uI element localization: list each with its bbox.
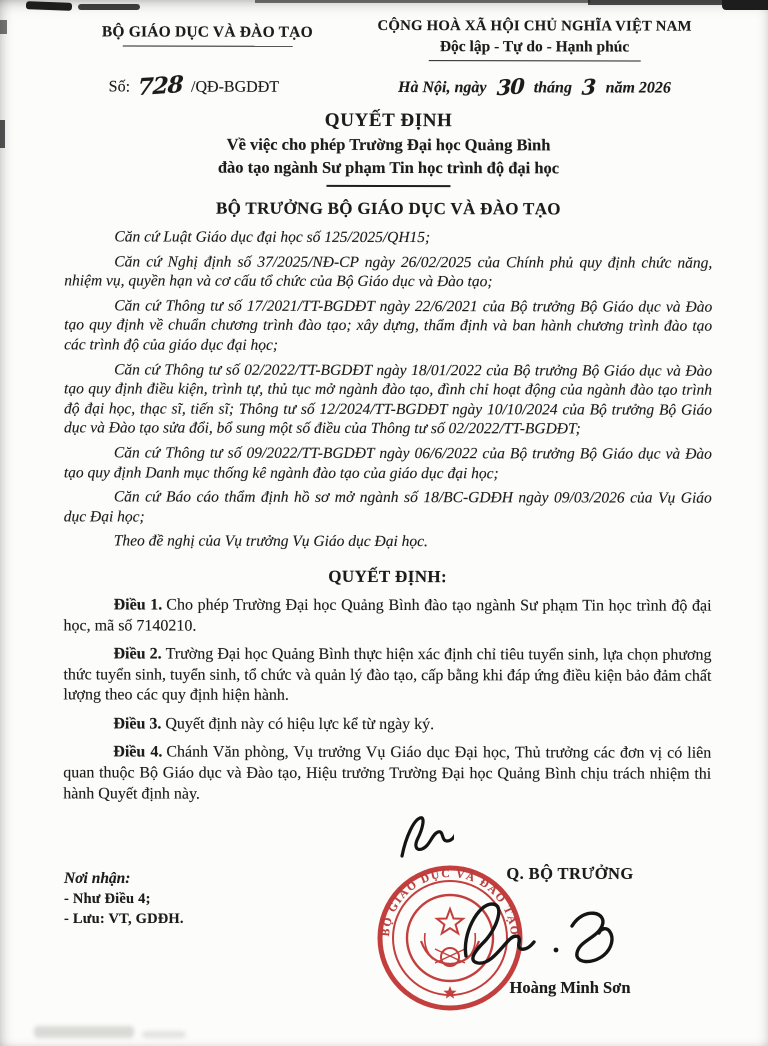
- motto-underline: [429, 60, 641, 61]
- org-underline: [122, 45, 292, 46]
- recipients-block: [64, 870, 184, 928]
- handwritten-signature: [452, 892, 622, 970]
- preamble-section: [64, 227, 713, 552]
- document-number: [65, 72, 350, 100]
- document-type-heading: QUYẾT ĐỊNH: [324, 109, 453, 132]
- scan-artifact: [255, 0, 590, 3]
- issuing-org-name: BỘ GIÁO DỤC VÀ ĐÀO TẠO: [101, 23, 313, 41]
- national-motto: Độc lập - Tự do - Hạnh phúc: [439, 38, 630, 56]
- national-title: CỘNG HOÀ XÃ HỘI CHỦ NGHĨA VIỆT NAM: [377, 17, 692, 35]
- article-text: Trường Đại học Quảng Bình thực hiện xác định chỉ tiêu tuyển sinh, lựa chọn phương thức tuyển sinh, tuyển sinh, tổ chức và quản lý đào tạo, cấp bằng khi đáp ứng điều kiện bảo đảm chất lượng theo các quy định hiện hành.: [63, 645, 712, 705]
- article-text: Quyết định này có hiệu lực kể từ ngày ký.: [165, 715, 435, 733]
- handwritten-month: 3: [581, 73, 597, 100]
- title-block: [64, 109, 712, 187]
- handwritten-day: 30: [496, 73, 525, 101]
- issuing-org-block: [65, 17, 350, 47]
- scan-artifact: [588, 0, 738, 5]
- document-header: [65, 17, 713, 61]
- seal-curved-text: BỘ GIÁO DỤC VÀ ĐÀO TẠO: [379, 867, 521, 937]
- article-label: Điều 1.: [113, 596, 163, 614]
- recipient-line: - Như Điều 4;: [64, 891, 151, 907]
- authority-heading: BỘ TRƯỞNG BỘ GIÁO DỤC VÀ ĐÀO TẠO: [216, 198, 561, 219]
- number-label: Số:: [108, 78, 131, 96]
- date-year: năm 2026: [605, 79, 671, 97]
- scan-artifact: [78, 4, 140, 10]
- article-paragraph-1: [64, 595, 712, 638]
- handwritten-initials-mark: [396, 812, 454, 860]
- article-text: Chánh Văn phòng, Vụ trưởng Vụ Giáo dục Đại học, Thủ trưởng các đơn vị có liên quan thuộc Bộ Giáo dục và Đào tạo, Hiệu trưởng Trường Đại học Quảng Bình chịu trách nhiệm thi hành Quyết định này.: [63, 744, 712, 803]
- article-label: Điều 2.: [113, 645, 162, 663]
- scan-smudge: [34, 1026, 134, 1038]
- recipient-line: - Lưu: VT, GDĐH.: [64, 911, 184, 927]
- number-suffix: /QĐ-BGDĐT: [191, 78, 280, 96]
- article-label: Điều 4.: [113, 743, 163, 761]
- article-paragraph-2: [63, 644, 711, 707]
- scan-artifact: [0, 120, 5, 148]
- preamble-paragraph: Căn cứ Thông tư số 17/2021/TT-BGDĐT ngày 22/6/2021 của Bộ trưởng Bộ Giáo dục và Đào tạo quy định về chuẩn chương trình đào tạo; xây dựng, thẩm định và ban hành chương trình đào tạo các trình độ của giáo dục đại học;: [64, 297, 713, 354]
- preamble-paragraph: Căn cứ Thông tư số 02/2022/TT-BGDĐT ngày 18/01/2022 của Bộ trưởng Bộ Giáo dục và Đào tạo quy định điều kiện, trình tự, thủ tục mở ngành đào tạo, đình chỉ hoạt động của ngành đào tạo trình độ đại học, thạc sĩ, tiến sĩ; Thông tư số 12/2024/TT-BGDĐT ngày 10/10/2024 của Bộ trưởng Bộ Giáo dục và Đào tạo sửa đổi, bổ sung một số điều của Thông tư số 02/2022/TT-BGDĐT;: [63, 360, 713, 438]
- preamble-paragraph: Căn cứ Luật Giáo dục đại học số 125/2025/QH15;: [114, 228, 431, 247]
- handwritten-number: 728: [137, 70, 184, 102]
- article-text: Cho phép Trường Đại học Quảng Bình đào tạo ngành Sư phạm Tin học trình độ đại học, mã số 7140210.: [63, 596, 712, 635]
- scan-artifact: [0, 20, 7, 34]
- scan-artifact: [722, 0, 768, 10]
- signer-title: Q. BỘ TRƯỞNG: [506, 864, 634, 883]
- preamble-paragraph: Theo đề nghị của Vụ trưởng Vụ Giáo dục Đại học.: [113, 532, 428, 551]
- article-paragraph-4: [63, 743, 711, 806]
- date-month-label: tháng: [533, 79, 572, 97]
- scan-smudge: [142, 1031, 186, 1038]
- preamble-paragraph: Căn cứ Nghị định số 37/2025/NĐ-CP ngày 26/02/2025 của Chính phủ quy định chức năng, nhiệm vụ, quyền hạn và cơ cấu tổ chức của Bộ Giáo dục và Đào tạo;: [64, 253, 713, 291]
- preamble-paragraph: Căn cứ Báo cáo thẩm định hồ sơ mở ngành số 18/BC-GDĐH ngày 09/03/2026 của Vụ Giáo dục Đại học;: [63, 488, 712, 526]
- date-prefix: Hà Nội, ngày: [398, 79, 487, 97]
- signer-name: Hoàng Minh Sơn: [509, 978, 631, 997]
- scan-artifact: [26, 1, 72, 11]
- subject-line-2: đào tạo ngành Sư phạm Tin học trình độ đại học: [217, 157, 560, 178]
- article-paragraph-3: [63, 714, 711, 736]
- national-motto-block: [356, 18, 712, 62]
- article-label: Điều 3.: [113, 715, 162, 733]
- number-date-row: [65, 72, 713, 100]
- subject-line-1: Về việc cho phép Trường Đại học Quảng Bình: [226, 134, 551, 155]
- document-date: [356, 74, 712, 100]
- title-underline: [326, 185, 450, 187]
- recipients-title: Nơi nhận:: [64, 870, 131, 887]
- preamble-paragraph: Căn cứ Thông tư số 09/2022/TT-BGDĐT ngày 06/6/2022 của Bộ trưởng Bộ Giáo dục và Đào tạo quy định Danh mục thống kê ngành đào tạo của giáo dục đại học;: [63, 444, 712, 482]
- decision-heading: QUYẾT ĐỊNH:: [328, 566, 448, 587]
